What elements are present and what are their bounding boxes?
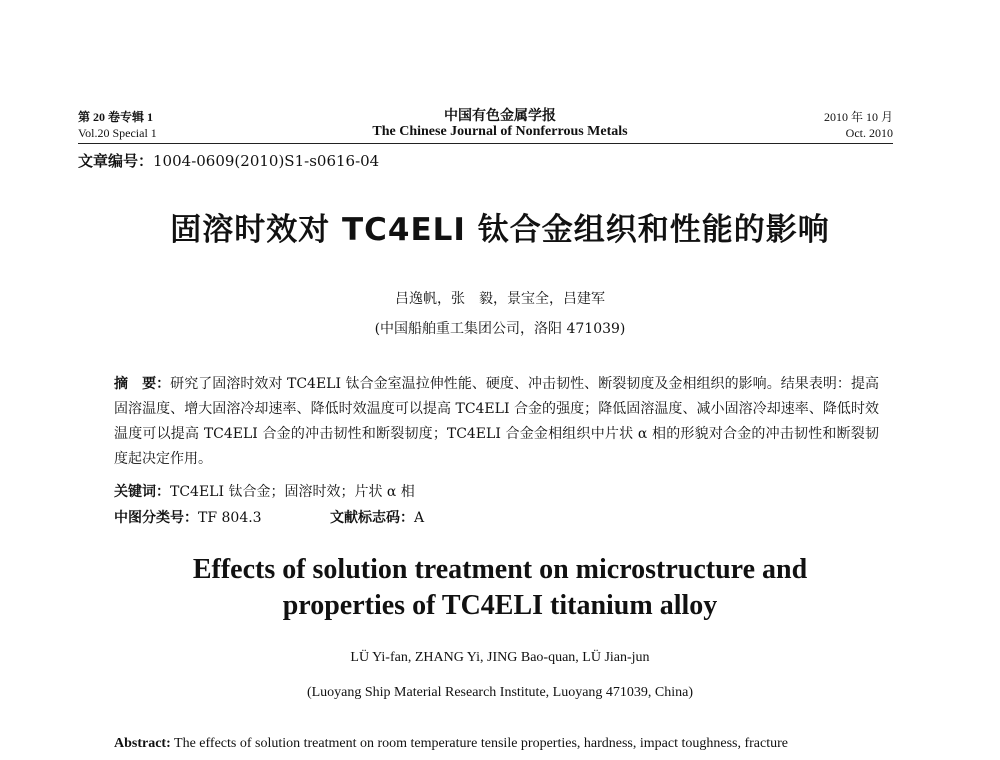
abstract-en-label: Abstract: bbox=[114, 736, 171, 751]
document-code-value: A bbox=[414, 510, 425, 526]
abstract-en-text: The effects of solution treatment on room temperature tensile properties, hardness, impact toughness, fracture bbox=[174, 736, 788, 751]
keywords-label: 关键词： bbox=[114, 484, 170, 500]
header-rule bbox=[78, 143, 893, 144]
header-journal-en: The Chinese Journal of Nonferrous Metals bbox=[372, 124, 628, 139]
document-code-label: 文献标志码： bbox=[330, 510, 414, 526]
affiliation-cn: (中国船舶重工集团公司，洛阳 471039) bbox=[374, 321, 626, 337]
header-volume-cn: 第 20 卷专辑 1 bbox=[78, 110, 154, 124]
abstract-en bbox=[114, 736, 914, 752]
header-volume-en: Vol.20 Special 1 bbox=[78, 126, 157, 140]
affiliation-en: (Luoyang Ship Material Research Institute, Luoyang 471039, China) bbox=[306, 685, 694, 700]
document-code bbox=[330, 507, 424, 527]
article-number bbox=[78, 150, 379, 171]
classification-label: 中图分类号： bbox=[114, 510, 198, 526]
authors-cn: 吕逸帆，张 毅，景宝全，吕建军 bbox=[395, 291, 605, 307]
classification-number bbox=[114, 507, 262, 527]
classification-value: TF 804.3 bbox=[198, 510, 262, 526]
title-cn: 固溶时效对 TC4ELI 钛合金组织和性能的影响 bbox=[170, 212, 830, 248]
abstract-cn bbox=[114, 372, 879, 472]
header-date-cn: 2010 年 10 月 bbox=[823, 110, 893, 124]
article-number-value: 1004-0609(2010)S1-s0616-04 bbox=[153, 152, 380, 170]
title-en-line2: properties of TC4ELI titanium alloy bbox=[282, 590, 718, 621]
article-number-label: 文章编号： bbox=[78, 152, 154, 170]
header-date-en: Oct. 2010 bbox=[845, 126, 893, 140]
abstract-cn-text: 研究了固溶时效对 TC4ELI 钛合金室温拉伸性能、硬度、冲击韧性、断裂韧度及金相组织的影响。结果表明：提高固溶温度、增大固溶冷却速率、降低时效温度可以提高 TC4ELI 合金的强度；降低固溶温度、减小固溶冷却速率、降低时效温度可以提高 TC4ELI 合金的冲击韧性和断裂韧度；TC4ELI 合金金相组织中片状 α 相的形貌对合金的冲击韧性和断裂韧度起决定作用。 bbox=[114, 376, 880, 467]
authors-en: LÜ Yi-fan, ZHANG Yi, JING Bao-quan, LÜ Jian-jun bbox=[350, 650, 650, 665]
header-journal-cn: 中国有色金属学报 bbox=[444, 109, 556, 124]
title-en-line1: Effects of solution treatment on microstructure and bbox=[192, 554, 808, 585]
keywords-cn bbox=[114, 481, 415, 501]
keywords-value: TC4ELI 钛合金；固溶时效；片状 α 相 bbox=[170, 484, 415, 500]
abstract-cn-label: 摘 要： bbox=[114, 376, 171, 392]
